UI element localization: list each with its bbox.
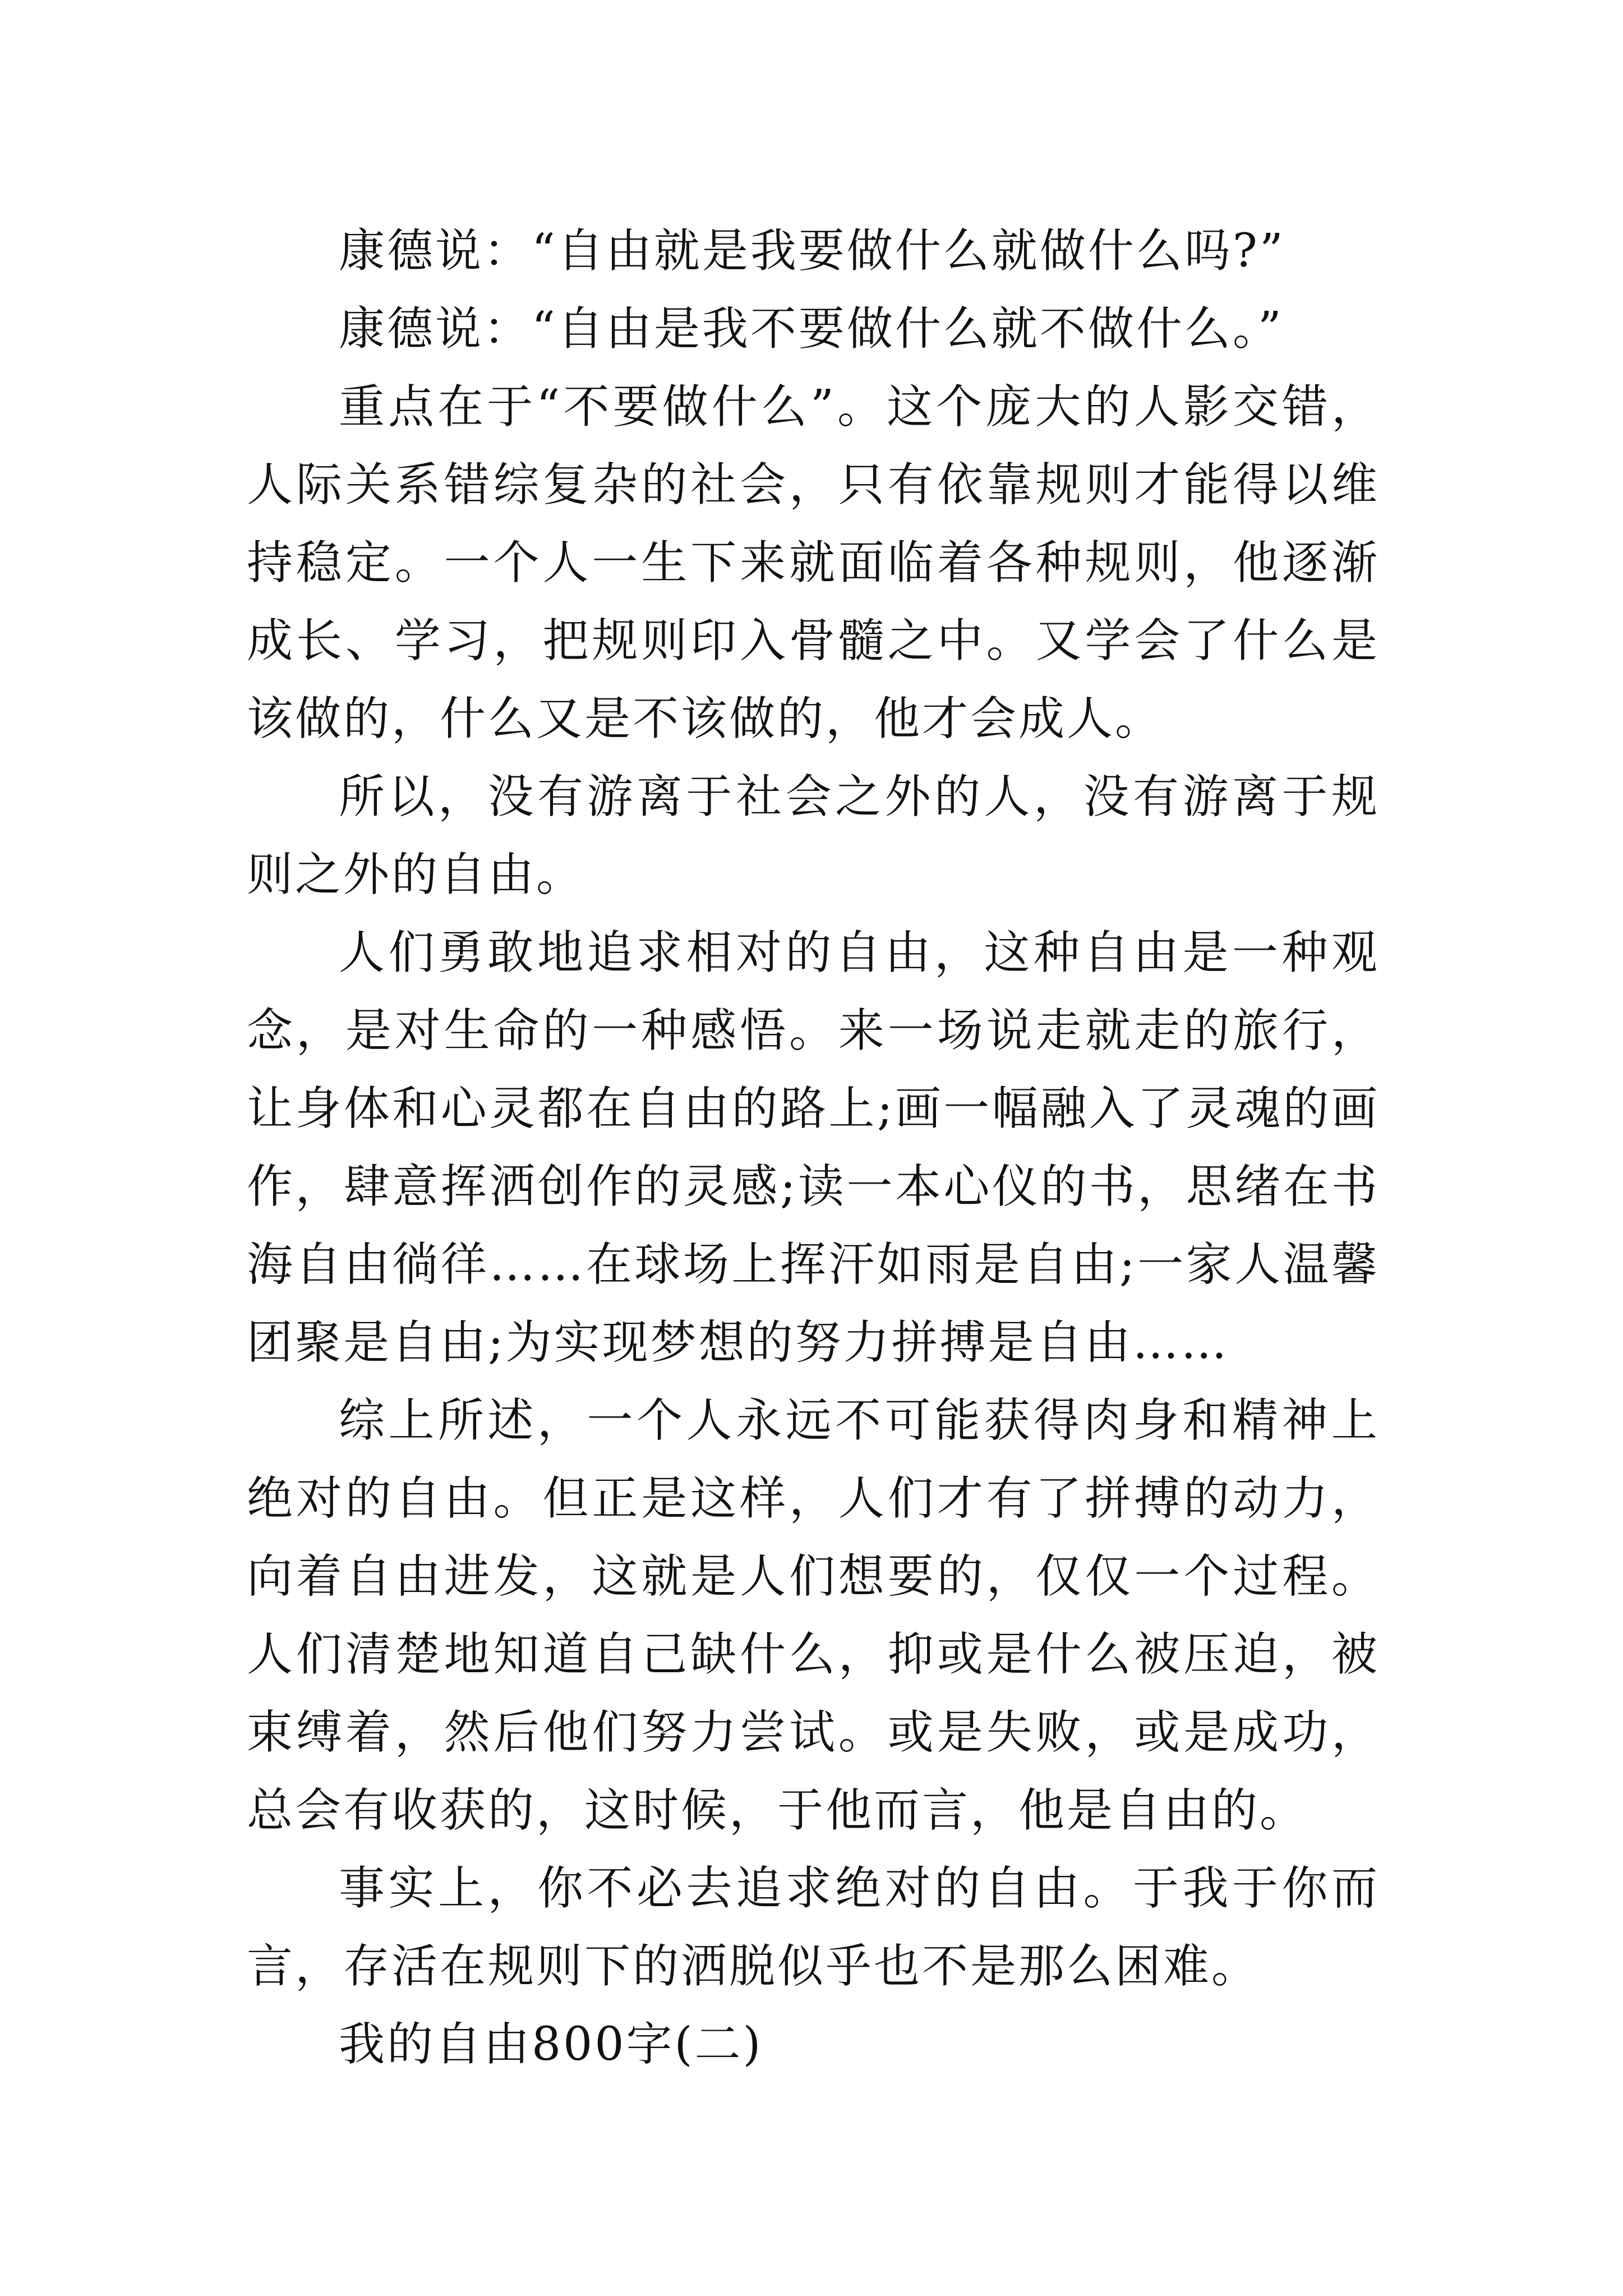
document-body — [247, 212, 1380, 2083]
paragraph-relative-freedom: 人们勇敢地追求相对的自由，这种自由是一种观念，是对生命的一种感悟。来一场说走就走的旅行，让身体和心灵都在自由的路上;画一幅融入了灵魂的画作，肆意挥洒创作的灵感;读一本心仪的书，思绪在书海自由徜徉……在球场上挥汗如雨是自由;一家人温馨团聚是自由;为实现梦想的努力拼搏是自由…… — [247, 926, 1380, 1369]
paragraph-conclusion: 综上所述，一个人永远不可能获得肉身和精神上绝对的自由。但正是这样，人们才有了拼搏的动力，向着自由进发，这就是人们想要的，仅仅一个过程。人们清楚地知道自己缺什么，抑或是什么被压迫，被束缚着，然后他们努力尝试。或是失败，或是成功，总会有收获的，这时候，于他而言，他是自由的。 — [247, 1394, 1380, 1837]
section-heading: 我的自由800字(二) — [339, 2018, 763, 2071]
paragraph-kant-quote-1: 康德说：“自由就是我要做什么就做什么吗?” — [339, 224, 1285, 278]
paragraph-in-fact: 事实上，你不必去追求绝对的自由。于我于你而言，存活在规则下的洒脱似乎也不是那么困难。 — [247, 1862, 1380, 1993]
paragraph-rules-society: 重点在于“不要做什么”。这个庞大的人影交错，人际关系错综复杂的社会，只有依靠规则才能得以维持稳定。一个人一生下来就面临着各种规则，他逐渐成长、学习，把规则印入骨髓之中。又学会了什么是该做的，什么又是不该做的，他才会成人。 — [247, 380, 1380, 746]
paragraph-no-outside-rules: 所以，没有游离于社会之外的人，没有游离于规则之外的自由。 — [247, 770, 1380, 901]
paragraph-kant-quote-2: 康德说：“自由是我不要做什么就不做什么。” — [339, 302, 1284, 356]
